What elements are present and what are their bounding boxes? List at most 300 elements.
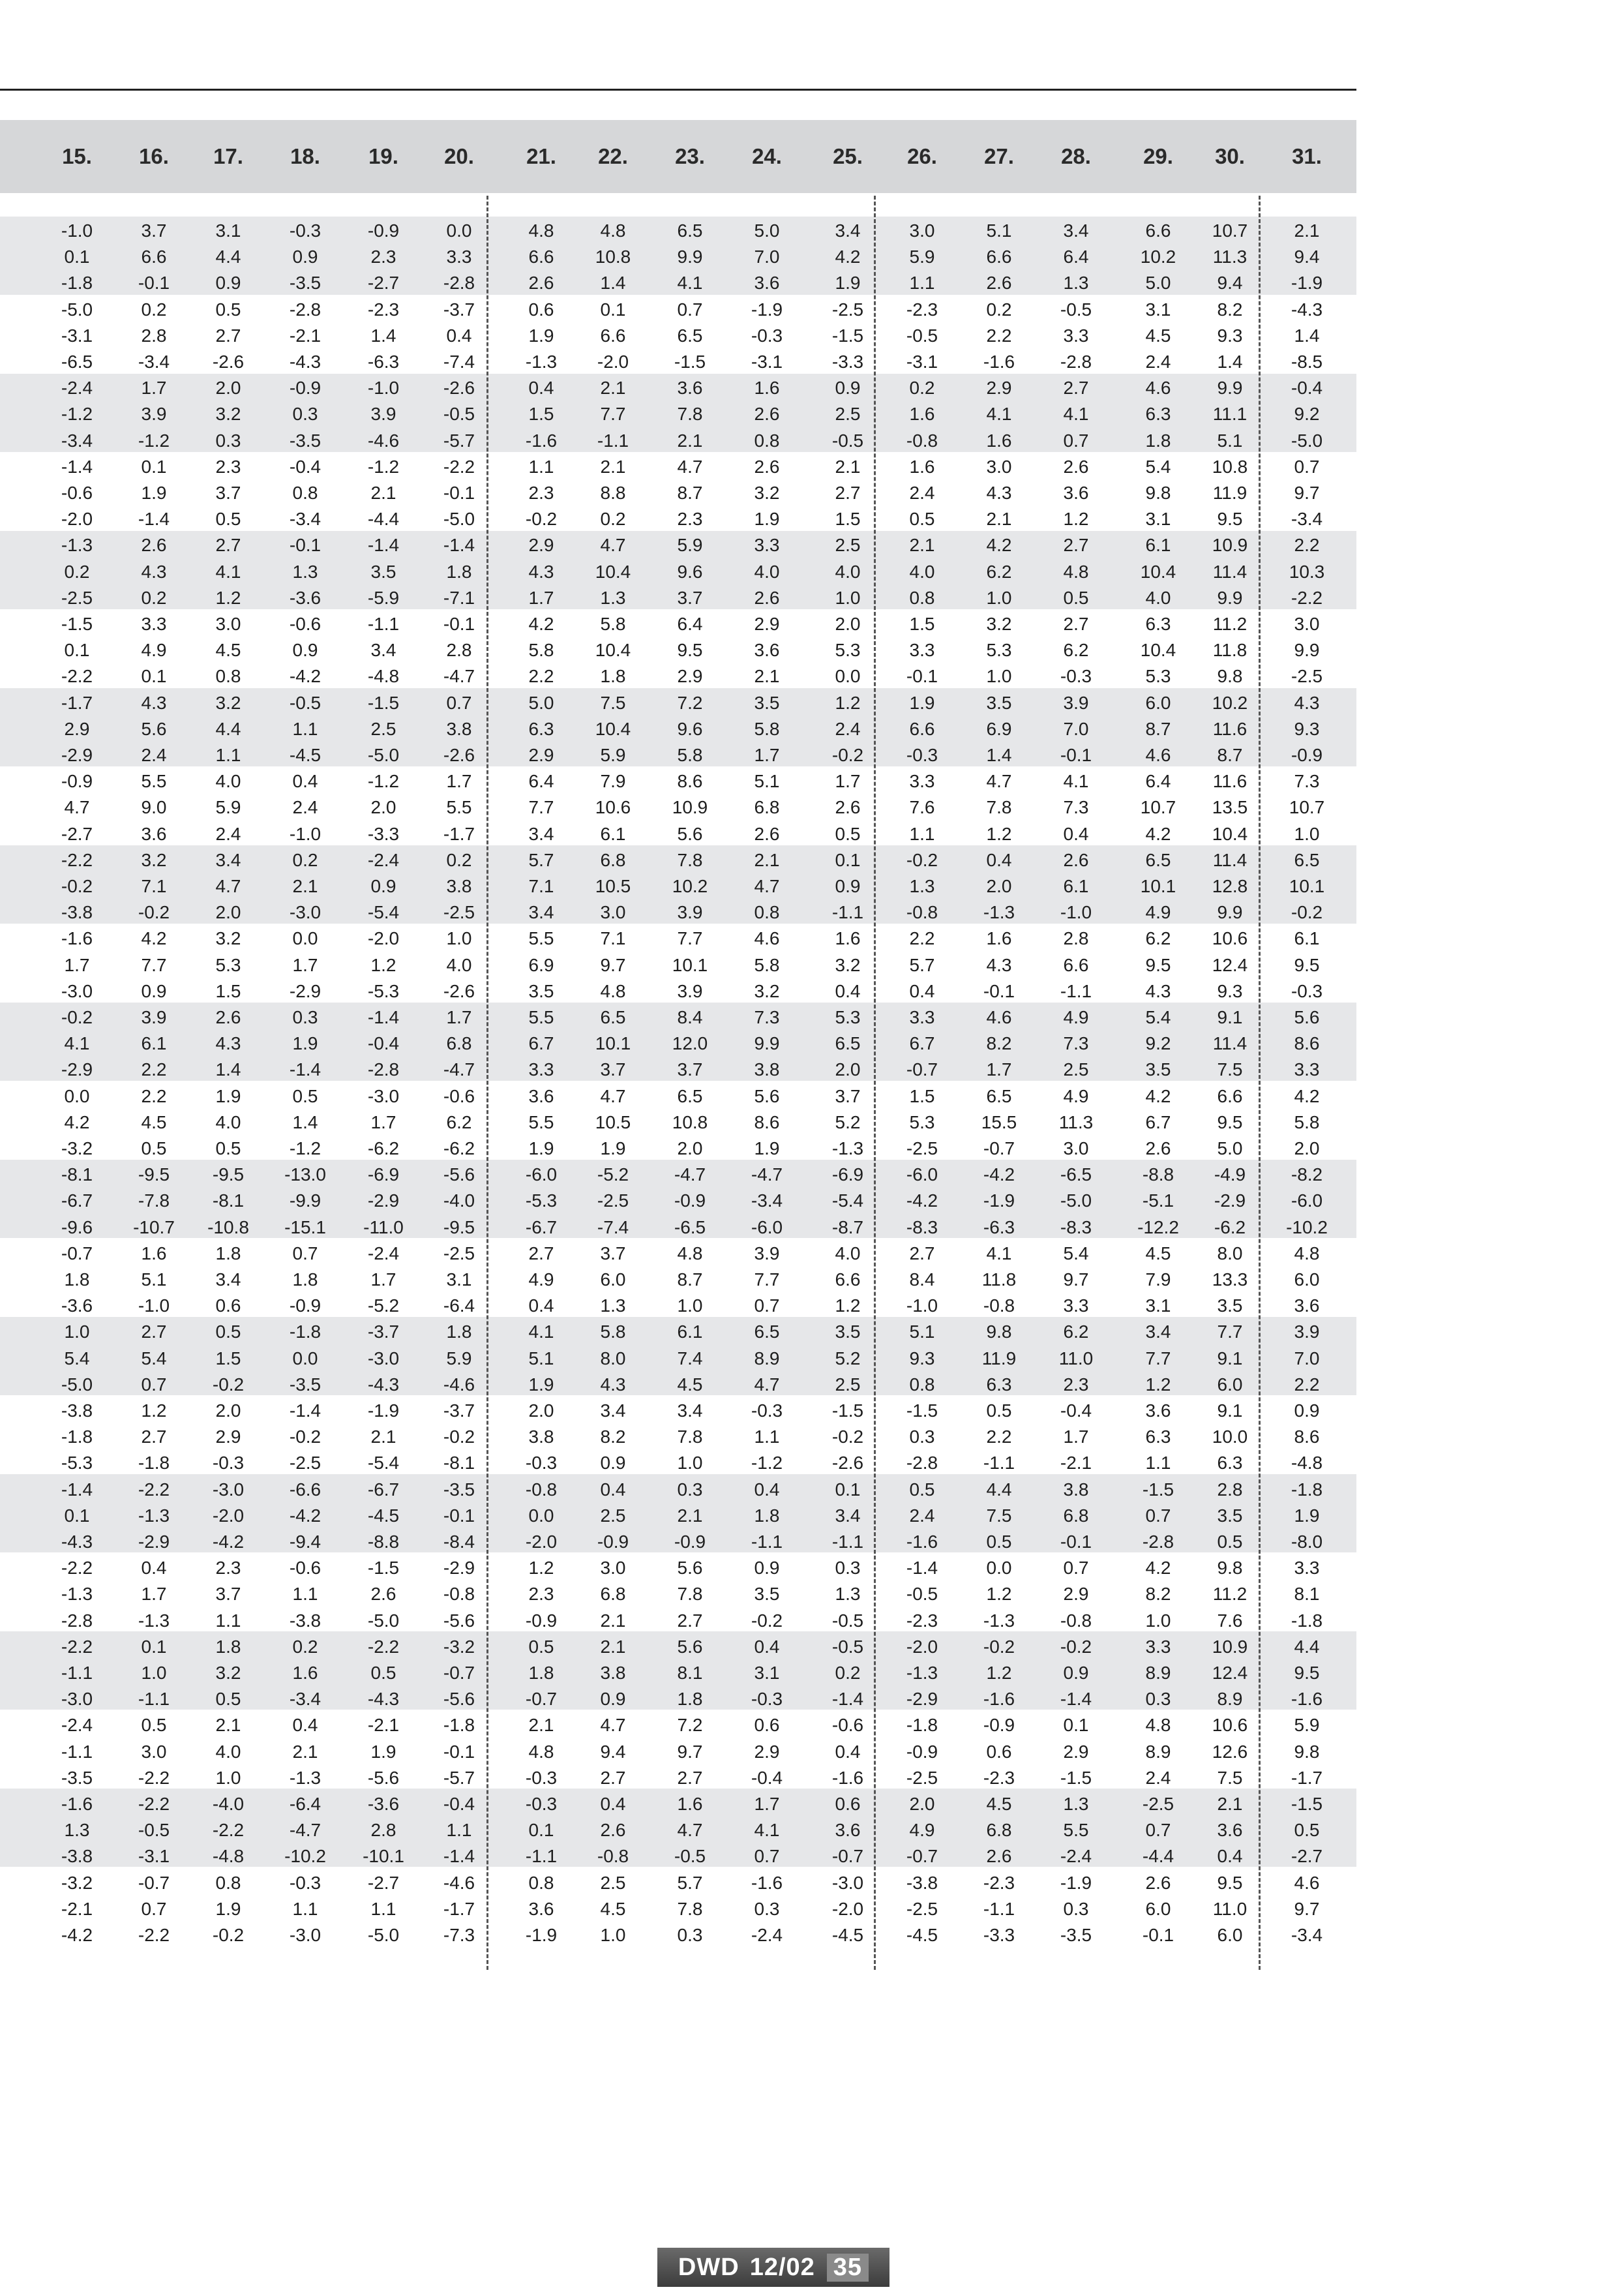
table-cell: -1.1 (367, 614, 400, 634)
table-cell: 3.2 (835, 954, 861, 975)
table-cell: 3.3 (909, 640, 935, 661)
table-cell: -0.7 (443, 1663, 475, 1683)
table-cell: 15.5 (981, 1111, 1017, 1132)
table-cell: -1.9 (1060, 1872, 1092, 1893)
table-cell: 3.4 (835, 220, 861, 241)
table-cell: 4.0 (215, 1111, 241, 1132)
table-cell: -10.1 (363, 1846, 404, 1867)
table-cell: 5.1 (528, 1348, 554, 1368)
table-cell: -0.2 (1060, 1636, 1092, 1657)
table-cell: -1.4 (289, 1059, 321, 1080)
table-cell: 0.7 (1063, 1558, 1089, 1578)
table-cell: 6.4 (677, 614, 703, 634)
table-cell: 0.3 (835, 1558, 861, 1578)
table-cell: 0.2 (446, 849, 472, 870)
table-cell: 6.1 (141, 1033, 167, 1054)
table-cell: -5.7 (443, 1767, 475, 1788)
table-cell: 1.9 (141, 483, 167, 503)
table-cell: -0.3 (525, 1767, 558, 1788)
table-cell: 5.9 (600, 745, 626, 765)
table-cell: 11.1 (1212, 404, 1248, 425)
table-cell: 6.5 (1145, 849, 1171, 870)
table-cell: -2.5 (443, 1243, 475, 1263)
table-cell: 2.6 (370, 1584, 396, 1605)
table-cell: 2.1 (677, 430, 703, 451)
table-cell: 2.0 (1294, 1138, 1320, 1158)
table-cell: -5.7 (443, 430, 475, 451)
table-cell: -0.1 (1060, 1532, 1092, 1552)
table-cell: 6.6 (835, 1269, 861, 1290)
table-cell: 3.5 (754, 1584, 780, 1605)
table-cell: 4.5 (600, 1898, 626, 1919)
table-cell: 3.7 (677, 1059, 703, 1080)
table-cell: 11.6 (1212, 718, 1248, 739)
table-cell: -0.2 (751, 1610, 783, 1631)
table-cell: 5.9 (1294, 1715, 1320, 1736)
table-cell: 5.5 (141, 771, 167, 792)
table-cell: 3.2 (215, 692, 241, 713)
table-cell: 6.2 (986, 561, 1012, 582)
table-cell: -3.0 (289, 902, 321, 923)
table-cell: 2.1 (600, 456, 626, 477)
table-cell: 4.1 (754, 1820, 780, 1841)
table-cell: 7.8 (677, 404, 703, 425)
table-cell: 5.4 (1063, 1243, 1089, 1263)
table-cell: 4.2 (528, 614, 554, 634)
table-cell: -6.5 (674, 1216, 706, 1237)
table-cell: 4.4 (1294, 1636, 1320, 1657)
table-cell: 0.8 (909, 587, 935, 608)
table-cell: 4.5 (141, 1111, 167, 1132)
table-cell: 3.3 (909, 1007, 935, 1027)
table-cell: 0.2 (909, 378, 935, 399)
table-cell: 3.4 (835, 1505, 861, 1526)
table-cell: -1.7 (443, 1898, 475, 1919)
table-cell: -3.5 (61, 1767, 93, 1788)
table-cell: -1.4 (1060, 1689, 1092, 1710)
table-cell: 4.1 (215, 561, 241, 582)
table-cell: -3.8 (906, 1872, 938, 1893)
table-cell: -2.6 (831, 1453, 864, 1473)
table-cell: -3.8 (61, 1400, 93, 1421)
column-header: 29. (1143, 144, 1173, 168)
table-cell: -2.8 (906, 1453, 938, 1473)
table-cell: -6.2 (367, 1138, 400, 1158)
table-cell: -5.0 (1291, 430, 1323, 451)
table-cell: 2.7 (1063, 535, 1089, 556)
table-cell: 2.1 (370, 1427, 396, 1447)
table-cell: -2.5 (61, 587, 93, 608)
table-cell: 7.9 (600, 771, 626, 792)
table-cell: 3.6 (1217, 1820, 1243, 1841)
table-cell: 4.8 (677, 1243, 703, 1263)
table-cell: 0.1 (528, 1820, 554, 1841)
table-cell: 1.6 (986, 430, 1012, 451)
table-cell: -4.0 (443, 1190, 475, 1211)
table-cell: 2.1 (1294, 220, 1320, 241)
table-cell: 9.7 (600, 954, 626, 975)
table-cell: -1.0 (289, 823, 321, 844)
table-cell: -2.5 (1291, 666, 1323, 687)
table-cell: 4.7 (986, 771, 1012, 792)
table-cell: -2.5 (1142, 1794, 1174, 1814)
table-cell: -0.1 (289, 535, 321, 556)
table-cell: -6.7 (525, 1216, 558, 1237)
table-cell: -2.0 (597, 352, 629, 372)
table-cell: -2.0 (367, 928, 400, 949)
table-cell: 6.0 (1145, 692, 1171, 713)
table-cell: 7.7 (600, 404, 626, 425)
table-cell: 9.3 (1217, 980, 1243, 1001)
table-cell: 1.8 (446, 561, 472, 582)
table-cell: 0.6 (835, 1794, 861, 1814)
table-cell: -1.3 (983, 902, 1015, 923)
table-cell: 2.5 (835, 1374, 861, 1395)
table-cell: -3.7 (443, 1400, 475, 1421)
table-cell: 12.8 (1212, 876, 1248, 896)
table-cell: 0.7 (446, 692, 472, 713)
table-cell: -1.5 (674, 352, 706, 372)
table-cell: 4.7 (754, 1374, 780, 1395)
table-cell: 5.3 (986, 640, 1012, 661)
table-cell: 9.3 (909, 1348, 935, 1368)
table-cell: -2.4 (751, 1925, 783, 1945)
table-cell: -0.8 (525, 1479, 558, 1500)
table-cell: 6.1 (1063, 876, 1089, 896)
table-cell: 1.8 (600, 666, 626, 687)
table-cell: -0.5 (906, 325, 938, 346)
table-cell: -0.1 (443, 1741, 475, 1762)
table-cell: 4.3 (986, 954, 1012, 975)
table-cell: 10.8 (595, 247, 631, 267)
table-cell: -4.7 (289, 1820, 321, 1841)
table-cell: -1.1 (831, 902, 864, 923)
table-cell: 9.5 (1217, 1111, 1243, 1132)
table-cell: 2.1 (1217, 1794, 1243, 1814)
table-cell: -0.2 (138, 902, 170, 923)
table-cell: -5.0 (367, 745, 400, 765)
table-cell: -4.8 (1291, 1453, 1323, 1473)
table-cell: 3.9 (141, 404, 167, 425)
table-cell: 5.6 (677, 1636, 703, 1657)
table-cell: 3.5 (528, 980, 554, 1001)
table-cell: -5.0 (61, 1374, 93, 1395)
table-cell: 3.9 (754, 1243, 780, 1263)
table-cell: -2.6 (212, 352, 245, 372)
table-cell: -2.0 (212, 1505, 245, 1526)
table-cell: 1.1 (215, 745, 241, 765)
table-cell: 1.3 (600, 587, 626, 608)
table-cell: 3.4 (215, 849, 241, 870)
table-cell: 1.6 (292, 1663, 318, 1683)
table-cell: -0.2 (212, 1374, 245, 1395)
table-cell: 4.9 (1145, 902, 1171, 923)
table-cell: 0.3 (1063, 1898, 1089, 1919)
table-cell: 10.8 (1212, 456, 1248, 477)
table-cell: 0.4 (1217, 1846, 1243, 1867)
table-cell: -0.2 (289, 1427, 321, 1447)
table-cell: 6.2 (1063, 1322, 1089, 1342)
table-cell: 2.6 (754, 587, 780, 608)
table-cell: 1.2 (986, 1584, 1012, 1605)
table-cell: 0.8 (292, 483, 318, 503)
table-cell: 1.7 (64, 954, 90, 975)
table-cell: 3.3 (1145, 1636, 1171, 1657)
table-cell: 1.1 (754, 1427, 780, 1447)
table-cell: 0.0 (528, 1505, 554, 1526)
table-cell: 4.1 (1063, 771, 1089, 792)
table-cell: 7.6 (909, 797, 935, 818)
table-cell: -6.7 (61, 1190, 93, 1211)
table-cell: 5.1 (141, 1269, 167, 1290)
table-cell: 3.7 (141, 220, 167, 241)
table-cell: 0.3 (677, 1925, 703, 1945)
table-cell: -1.5 (906, 1400, 938, 1421)
table-cell: -1.4 (367, 1007, 400, 1027)
page-footer (657, 2248, 889, 2287)
table-cell: 0.7 (1294, 456, 1320, 477)
table-cell: 0.8 (754, 430, 780, 451)
footer-issue: 12/02 (749, 2253, 815, 2281)
table-cell: 9.5 (1294, 954, 1320, 975)
table-cell: 4.5 (215, 640, 241, 661)
footer-page-number: 35 (827, 2254, 869, 2282)
table-cell: 2.7 (600, 1767, 626, 1788)
table-cell: 6.8 (600, 1584, 626, 1605)
table-cell: 0.4 (600, 1794, 626, 1814)
table-cell: -2.9 (138, 1532, 170, 1552)
table-cell: 1.6 (909, 404, 935, 425)
table-cell: 7.8 (677, 1584, 703, 1605)
column-header: 16. (139, 144, 169, 168)
table-cell: 13.5 (1212, 797, 1248, 818)
column-header: 21. (526, 144, 556, 168)
table-cell: -3.5 (289, 430, 321, 451)
table-cell: -4.4 (367, 509, 400, 530)
table-cell: 10.2 (1212, 692, 1248, 713)
table-cell: -4.9 (1214, 1164, 1246, 1185)
table-cell: 9.9 (1217, 587, 1243, 608)
table-cell: 0.5 (835, 823, 861, 844)
table-cell: -2.5 (906, 1138, 938, 1158)
table-cell: -3.4 (289, 509, 321, 530)
table-cell: 5.2 (835, 1111, 861, 1132)
table-cell: -2.6 (443, 980, 475, 1001)
table-cell: -2.0 (61, 509, 93, 530)
table-cell: 6.8 (986, 1820, 1012, 1841)
table-cell: -0.6 (443, 1085, 475, 1106)
table-cell: 3.0 (600, 902, 626, 923)
table-cell: 0.2 (64, 561, 90, 582)
column-header: 23. (675, 144, 705, 168)
table-cell: 0.3 (754, 1898, 780, 1919)
table-cell: -2.2 (61, 849, 93, 870)
table-cell: 3.0 (600, 1558, 626, 1578)
table-cell: 2.2 (141, 1085, 167, 1106)
table-cell: -5.3 (61, 1453, 93, 1473)
table-cell: 8.7 (1145, 718, 1171, 739)
table-cell: 9.4 (600, 1741, 626, 1762)
table-cell: 2.1 (528, 1715, 554, 1736)
table-cell: 2.0 (677, 1138, 703, 1158)
table-cell: -2.2 (212, 1820, 245, 1841)
table-cell: -8.8 (367, 1532, 400, 1552)
table-cell: 1.8 (215, 1243, 241, 1263)
table-cell: 9.9 (754, 1033, 780, 1054)
table-cell: -4.2 (289, 1505, 321, 1526)
table-cell: -0.5 (289, 692, 321, 713)
table-cell: -1.2 (289, 1138, 321, 1158)
table-cell: 2.1 (754, 849, 780, 870)
table-cell: 2.2 (986, 325, 1012, 346)
table-cell: -9.4 (289, 1532, 321, 1552)
table-cell: 3.2 (215, 404, 241, 425)
table-cell: -8.1 (212, 1190, 245, 1211)
table-cell: -1.4 (289, 1400, 321, 1421)
table-cell: -6.0 (751, 1216, 783, 1237)
table-cell: 2.1 (754, 666, 780, 687)
table-cell: -1.3 (525, 352, 558, 372)
table-cell: 1.7 (446, 1007, 472, 1027)
table-cell: -2.2 (138, 1767, 170, 1788)
table-cell: 1.7 (986, 1059, 1012, 1080)
table-cell: 0.4 (292, 1715, 318, 1736)
table-cell: 1.9 (292, 1033, 318, 1054)
table-cell: 1.4 (215, 1059, 241, 1080)
table-cell: 9.4 (1294, 247, 1320, 267)
table-cell: -4.5 (906, 1925, 938, 1945)
table-cell: 2.4 (835, 718, 861, 739)
table-cell: 6.5 (677, 220, 703, 241)
table-cell: 9.7 (1294, 483, 1320, 503)
table-cell: 0.4 (528, 378, 554, 399)
table-cell: 0.8 (215, 1872, 241, 1893)
table-cell: 2.9 (986, 378, 1012, 399)
table-cell: 0.7 (292, 1243, 318, 1263)
table-cell: -1.5 (1060, 1767, 1092, 1788)
table-cell: -1.6 (525, 430, 558, 451)
table-cell: -1.8 (61, 1427, 93, 1447)
table-cell: -0.9 (674, 1532, 706, 1552)
table-cell: 8.9 (1217, 1689, 1243, 1710)
table-cell: -0.7 (906, 1059, 938, 1080)
table-cell: 5.3 (215, 954, 241, 975)
table-cell: 4.3 (600, 1374, 626, 1395)
table-cell: 2.8 (370, 1820, 396, 1841)
table-cell: 2.1 (909, 535, 935, 556)
table-cell: 6.3 (986, 1374, 1012, 1395)
table-cell: -4.3 (61, 1532, 93, 1552)
table-cell: 4.6 (1145, 378, 1171, 399)
table-cell: 9.9 (677, 247, 703, 267)
table-cell: -0.9 (983, 1715, 1015, 1736)
table-cell: -3.8 (61, 902, 93, 923)
table-cell: -1.2 (61, 404, 93, 425)
table-cell: -2.2 (61, 666, 93, 687)
table-cell: 7.5 (986, 1505, 1012, 1526)
table-cell: -3.2 (61, 1872, 93, 1893)
table-cell: 0.1 (1063, 1715, 1089, 1736)
table-cell: -2.6 (443, 378, 475, 399)
table-cell: -1.6 (906, 1532, 938, 1552)
table-cell: 1.4 (292, 1111, 318, 1132)
table-cell: -2.2 (138, 1925, 170, 1945)
table-cell: 6.4 (1063, 247, 1089, 267)
table-cell: 3.1 (1145, 299, 1171, 320)
table-cell: 4.5 (677, 1374, 703, 1395)
table-cell: -4.5 (289, 745, 321, 765)
table-cell: -0.3 (525, 1794, 558, 1814)
table-cell: 6.3 (1145, 614, 1171, 634)
table-cell: -1.2 (138, 430, 170, 451)
table-cell: 3.3 (141, 614, 167, 634)
table-cell: -0.1 (443, 483, 475, 503)
table-cell: 5.7 (909, 954, 935, 975)
table-cell: 4.4 (215, 247, 241, 267)
table-cell: 8.7 (677, 1269, 703, 1290)
table-cell: 7.2 (677, 692, 703, 713)
table-cell: 9.7 (1063, 1269, 1089, 1290)
table-cell: 9.8 (1217, 666, 1243, 687)
table-cell: 0.1 (600, 299, 626, 320)
table-cell: 0.9 (292, 640, 318, 661)
table-cell: -2.9 (61, 1059, 93, 1080)
table-cell: 0.4 (754, 1636, 780, 1657)
table-cell: 7.7 (677, 928, 703, 949)
table-cell: 2.4 (1145, 1767, 1171, 1788)
table-cell: 1.2 (528, 1558, 554, 1578)
table-cell: 8.2 (1145, 1584, 1171, 1605)
table-cell: 3.6 (1294, 1295, 1320, 1316)
table-cell: 1.5 (215, 980, 241, 1001)
table-cell: 2.5 (1063, 1059, 1089, 1080)
table-cell: -0.2 (212, 1925, 245, 1945)
table-cell: -3.1 (906, 352, 938, 372)
table-cell: 10.1 (1289, 876, 1325, 896)
table-cell: -2.2 (61, 1558, 93, 1578)
table-cell: 4.3 (141, 561, 167, 582)
table-cell: -1.6 (983, 352, 1015, 372)
table-cell: 1.0 (446, 928, 472, 949)
table-cell: -0.5 (831, 1636, 864, 1657)
table-cell: -3.7 (367, 1322, 400, 1342)
table-cell: 7.6 (1217, 1610, 1243, 1631)
table-cell: 0.9 (292, 247, 318, 267)
table-cell: 1.9 (754, 509, 780, 530)
table-cell: 2.9 (528, 745, 554, 765)
table-cell: -0.7 (138, 1872, 170, 1893)
table-cell: 1.7 (292, 954, 318, 975)
table-cell: -1.6 (983, 1689, 1015, 1710)
table-cell: 1.7 (141, 1584, 167, 1605)
table-cell: 6.5 (600, 1007, 626, 1027)
table-cell: 3.2 (141, 849, 167, 870)
table-cell: -6.5 (1060, 1164, 1092, 1185)
table-cell: -1.2 (367, 456, 400, 477)
table-cell: -2.2 (367, 1636, 400, 1657)
table-cell: -0.4 (367, 1033, 400, 1054)
table-cell: 11.3 (1212, 247, 1248, 267)
table-cell: 3.2 (754, 483, 780, 503)
table-cell: -6.2 (443, 1138, 475, 1158)
table-cell: -1.2 (751, 1453, 783, 1473)
table-cell: -0.9 (906, 1741, 938, 1762)
table-cell: -2.5 (831, 299, 864, 320)
column-header: 18. (290, 144, 320, 168)
table-cell: 5.4 (64, 1348, 90, 1368)
table-cell: -3.7 (443, 299, 475, 320)
table-cell: -9.5 (138, 1164, 170, 1185)
